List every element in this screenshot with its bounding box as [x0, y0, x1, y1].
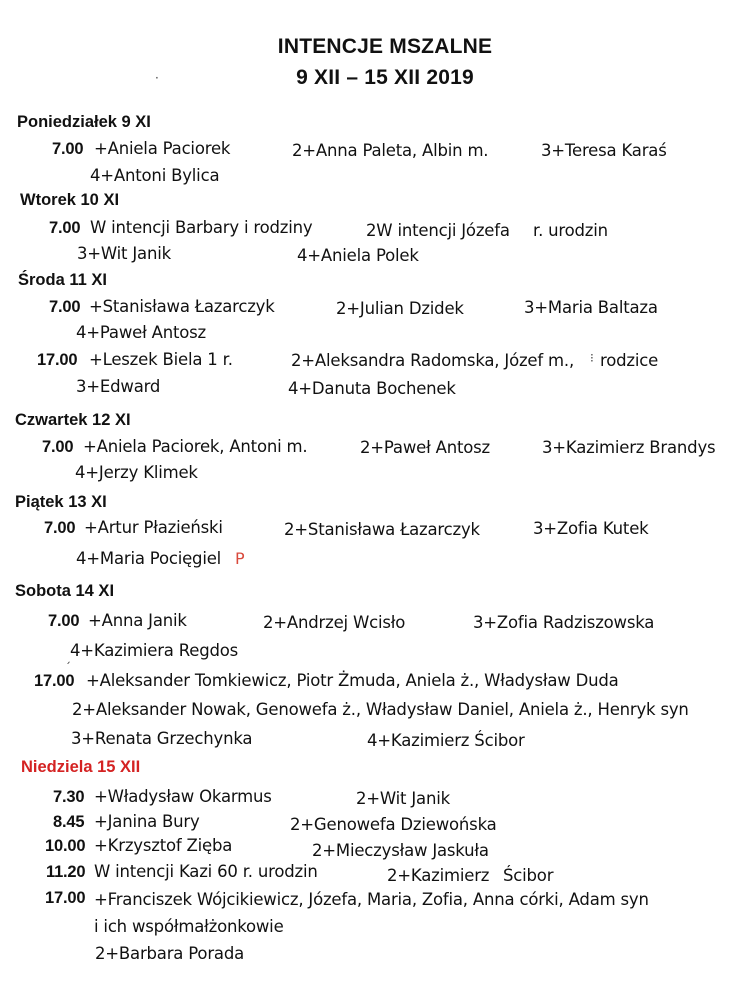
- intention-3: 3+Kazimierz Brandys: [542, 438, 716, 457]
- intention-2: 2+Julian Dzidek: [336, 299, 464, 318]
- mass-time: 7.00: [42, 438, 74, 456]
- day-heading-saturday: Sobota 14 XI: [15, 582, 115, 600]
- mass-time: 7.30: [53, 788, 85, 806]
- intention-4: 4+Antoni Bylica: [90, 166, 220, 185]
- intention-1: +Anna Janik: [88, 611, 187, 630]
- mass-time: 7.00: [49, 298, 81, 316]
- intention-4: 4+Danuta Bochenek: [288, 379, 456, 398]
- intention-1: W intencji Kazi 60 r. urodzin: [94, 862, 318, 881]
- intention-1: +Leszek Biela 1 r.: [89, 350, 233, 369]
- intention-1: +Artur Płazieński: [84, 518, 223, 537]
- page-date-range: 9 XII – 15 XII 2019: [296, 66, 474, 89]
- scan-speck: ·: [155, 71, 159, 85]
- intention-2: 2+Aleksander Nowak, Genowefa ż., Władysław Daniel, Aniela ż., Henryk syn: [72, 700, 689, 719]
- day-heading-monday: Poniedziałek 9 XI: [17, 113, 151, 131]
- intention-2: 2+Barbara Porada: [95, 944, 244, 963]
- intention-2: 2+Stanisława Łazarczyk: [284, 520, 480, 539]
- intention-2: 2+Paweł Antosz: [360, 438, 490, 457]
- intention-1: +Aniela Paciorek, Antoni m.: [83, 437, 308, 456]
- day-heading-thursday: Czwartek 12 XI: [15, 411, 131, 429]
- intention-4: 4+Aniela Polek: [297, 246, 419, 265]
- intention-1-continued: i ich współmałżonkowie: [94, 917, 284, 936]
- page-title: INTENCJE MSZALNE: [277, 35, 493, 58]
- intention-1: +Janina Bury: [94, 812, 200, 831]
- mass-time: 17.00: [37, 351, 78, 369]
- intention-1: +Aleksander Tomkiewicz, Piotr Żmuda, Aniela ż., Władysław Duda: [86, 671, 619, 690]
- scan-mark: ˏ: [65, 650, 71, 664]
- mass-time: 7.00: [48, 612, 80, 630]
- mass-time: 17.00: [34, 672, 75, 690]
- mass-time: 11.20: [46, 863, 86, 881]
- intention-2: 2+Anna Paleta, Albin m.: [292, 141, 489, 160]
- intention-4: 4+Kazimierz Ścibor: [367, 731, 525, 750]
- intention-2: 2+Wit Janik: [356, 789, 450, 808]
- intention-2: 2W intencji Józefa: [366, 221, 510, 240]
- day-heading-friday: Piątek 13 XI: [15, 493, 107, 511]
- intention-3: 3+Renata Grzechynka: [71, 729, 253, 748]
- mass-time: 7.00: [44, 519, 76, 537]
- scan-mark: ⁝: [590, 351, 594, 365]
- day-heading-wednesday: Środa 11 XI: [18, 271, 107, 289]
- intention-3: 3+Teresa Karaś: [541, 141, 667, 160]
- intention-1: +Stanisława Łazarczyk: [89, 297, 275, 316]
- intention-2: 2+Genowefa Dziewońska: [290, 815, 497, 834]
- mass-time: 8.45: [53, 813, 85, 831]
- intention-1: +Władysław Okarmus: [94, 787, 272, 806]
- intention-2: 2+Mieczysław Jaskuła: [312, 841, 489, 860]
- intention-1: W intencji Barbary i rodziny: [90, 218, 313, 237]
- intention-1: +Aniela Paciorek: [94, 139, 231, 158]
- intention-2: 2+Aleksandra Radomska, Józef m.,: [291, 351, 574, 370]
- intention-3: 3+Wit Janik: [77, 244, 171, 263]
- intention-4: 4+Kazimiera Regdos: [70, 641, 239, 660]
- mass-time: 7.00: [52, 140, 84, 158]
- intention-1: +Franciszek Wójcikiewicz, Józefa, Maria, Zofia, Anna córki, Adam syn: [94, 890, 649, 909]
- intention-2-note: rodzice: [600, 351, 659, 370]
- intention-4: 4+Maria Pocięgiel: [76, 549, 222, 568]
- day-heading-sunday: Niedziela 15 XII: [21, 758, 141, 776]
- intention-4: 4+Paweł Antosz: [76, 323, 206, 342]
- intention-1: +Krzysztof Zięba: [94, 836, 233, 855]
- mass-time: 7.00: [49, 219, 81, 237]
- intention-3: 3+Maria Baltaza: [524, 298, 658, 317]
- intention-2: 2+Kazimierz: [387, 866, 490, 885]
- intention-3: 3+Edward: [76, 377, 161, 396]
- intention-2: 2+Andrzej Wcisło: [263, 613, 406, 632]
- mass-time: 10.00: [45, 837, 86, 855]
- mass-time: 17.00: [45, 889, 86, 907]
- intention-4: 4+Jerzy Klimek: [75, 463, 198, 482]
- intention-3: 3+Zofia Kutek: [533, 519, 649, 538]
- intention-2-note: r. urodzin: [533, 221, 608, 240]
- intention-3: 3+Zofia Radziszowska: [473, 613, 655, 632]
- day-heading-tuesday: Wtorek 10 XI: [20, 191, 120, 209]
- intention-2-note: Ścibor: [503, 866, 554, 885]
- handwritten-mark: P: [235, 549, 245, 568]
